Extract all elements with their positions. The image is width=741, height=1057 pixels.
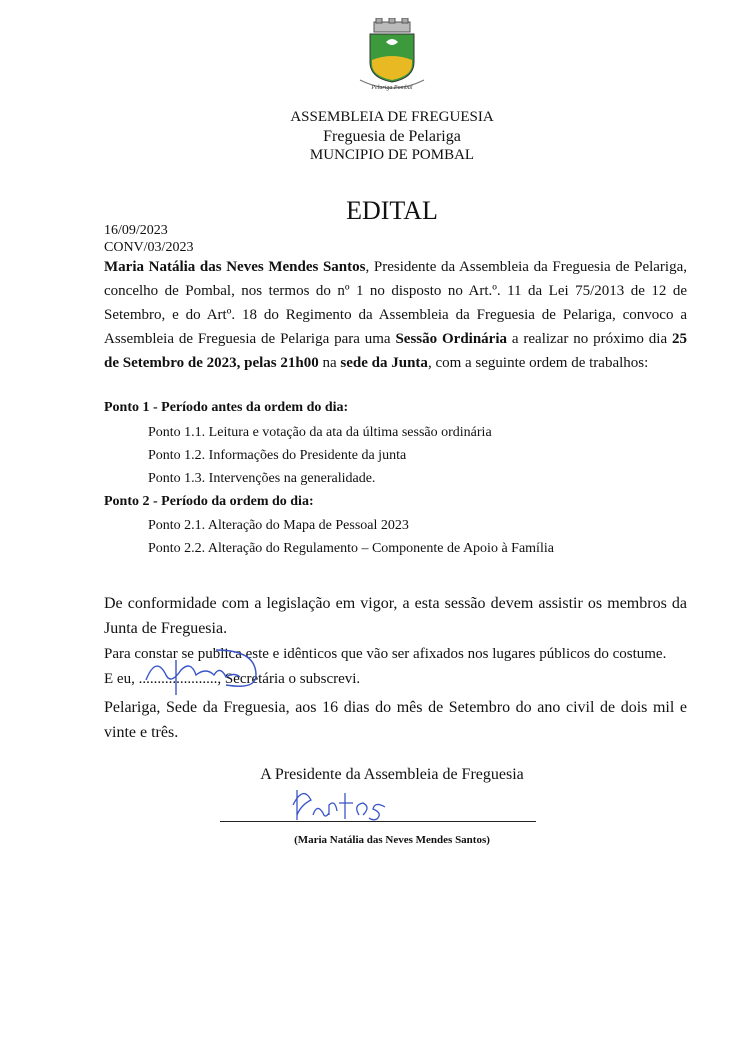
conformity-paragraph: De conformidade com a legislação em vigor, a esta sessão devem assistir os membros da Junta de Freguesia. xyxy=(104,595,687,637)
header-assembly: ASSEMBLEIA DE FREGUESIA xyxy=(290,109,494,125)
intro-text: , Presidente da Assembleia da Freguesia de Pelariga, concelho de Pombal, nos termos do nº 1 no disposto no Art.º. 11 da Lei 75/2013 de 12 de Setembro, e do Artº. 18 do Regimento da Assembleia da Freguesia de Pelariga, convoco a Assembleia de Freguesia de Pelariga para uma xyxy=(104,259,688,347)
session-type: Sessão Ordinária xyxy=(395,331,508,347)
publish-statement: Para constar se publica este e idênticos que vão ser afixados nos lugares públicos do costume. xyxy=(104,646,667,662)
session-location: sede da Junta xyxy=(340,355,428,371)
intro-text: a realizar no próximo dia xyxy=(507,331,672,347)
freguesia-crest-logo xyxy=(352,18,432,94)
session-datetime: 25 de Setembro de 2023, pelas 21h00 xyxy=(104,331,687,371)
agenda-item: Ponto 2.1. Alteração do Mapa de Pessoal 2023 xyxy=(148,518,409,533)
secretary-statement: E eu, ....................., Secretária o subscrevi. xyxy=(104,671,361,687)
agenda-heading: Ponto 1 - Período antes da ordem do dia: xyxy=(104,400,349,415)
document-title: EDITAL xyxy=(346,196,438,225)
signatory-name: (Maria Natália das Neves Mendes Santos) xyxy=(294,834,490,846)
document-reference: CONV/03/2023 xyxy=(104,240,194,255)
crest-ribbon-text: Pelariga Pombal xyxy=(371,85,413,91)
intro-paragraph xyxy=(104,255,687,375)
header-parish: Freguesia de Pelariga xyxy=(323,128,461,145)
agenda-item: Ponto 2.2. Alteração do Regulamento – Componente de Apoio à Família xyxy=(148,541,554,556)
signatory-role: A Presidente da Assembleia de Freguesia xyxy=(260,766,524,783)
place-date-paragraph: Pelariga, Sede da Freguesia, aos 16 dias do mês de Setembro do ano civil de dois mil e vinte e três. xyxy=(104,699,687,741)
agenda-item: Ponto 1.2. Informações do Presidente da junta xyxy=(148,448,407,463)
document-date: 16/09/2023 xyxy=(104,223,168,238)
intro-text: na xyxy=(318,355,341,371)
agenda-heading: Ponto 2 - Período da ordem do dia: xyxy=(104,494,314,509)
signature-line xyxy=(220,821,536,822)
intro-text: , com a seguinte ordem de trabalhos: xyxy=(427,355,649,371)
agenda-item: Ponto 1.1. Leitura e votação da ata da última sessão ordinária xyxy=(148,425,492,440)
president-signature xyxy=(285,785,395,823)
header-municipality: MUNCIPIO DE POMBAL xyxy=(309,147,475,163)
secretary-signature xyxy=(136,640,276,700)
agenda-item: Ponto 1.3. Intervenções na generalidade. xyxy=(148,471,376,486)
president-name: Maria Natália das Neves Mendes Santos xyxy=(104,259,366,275)
